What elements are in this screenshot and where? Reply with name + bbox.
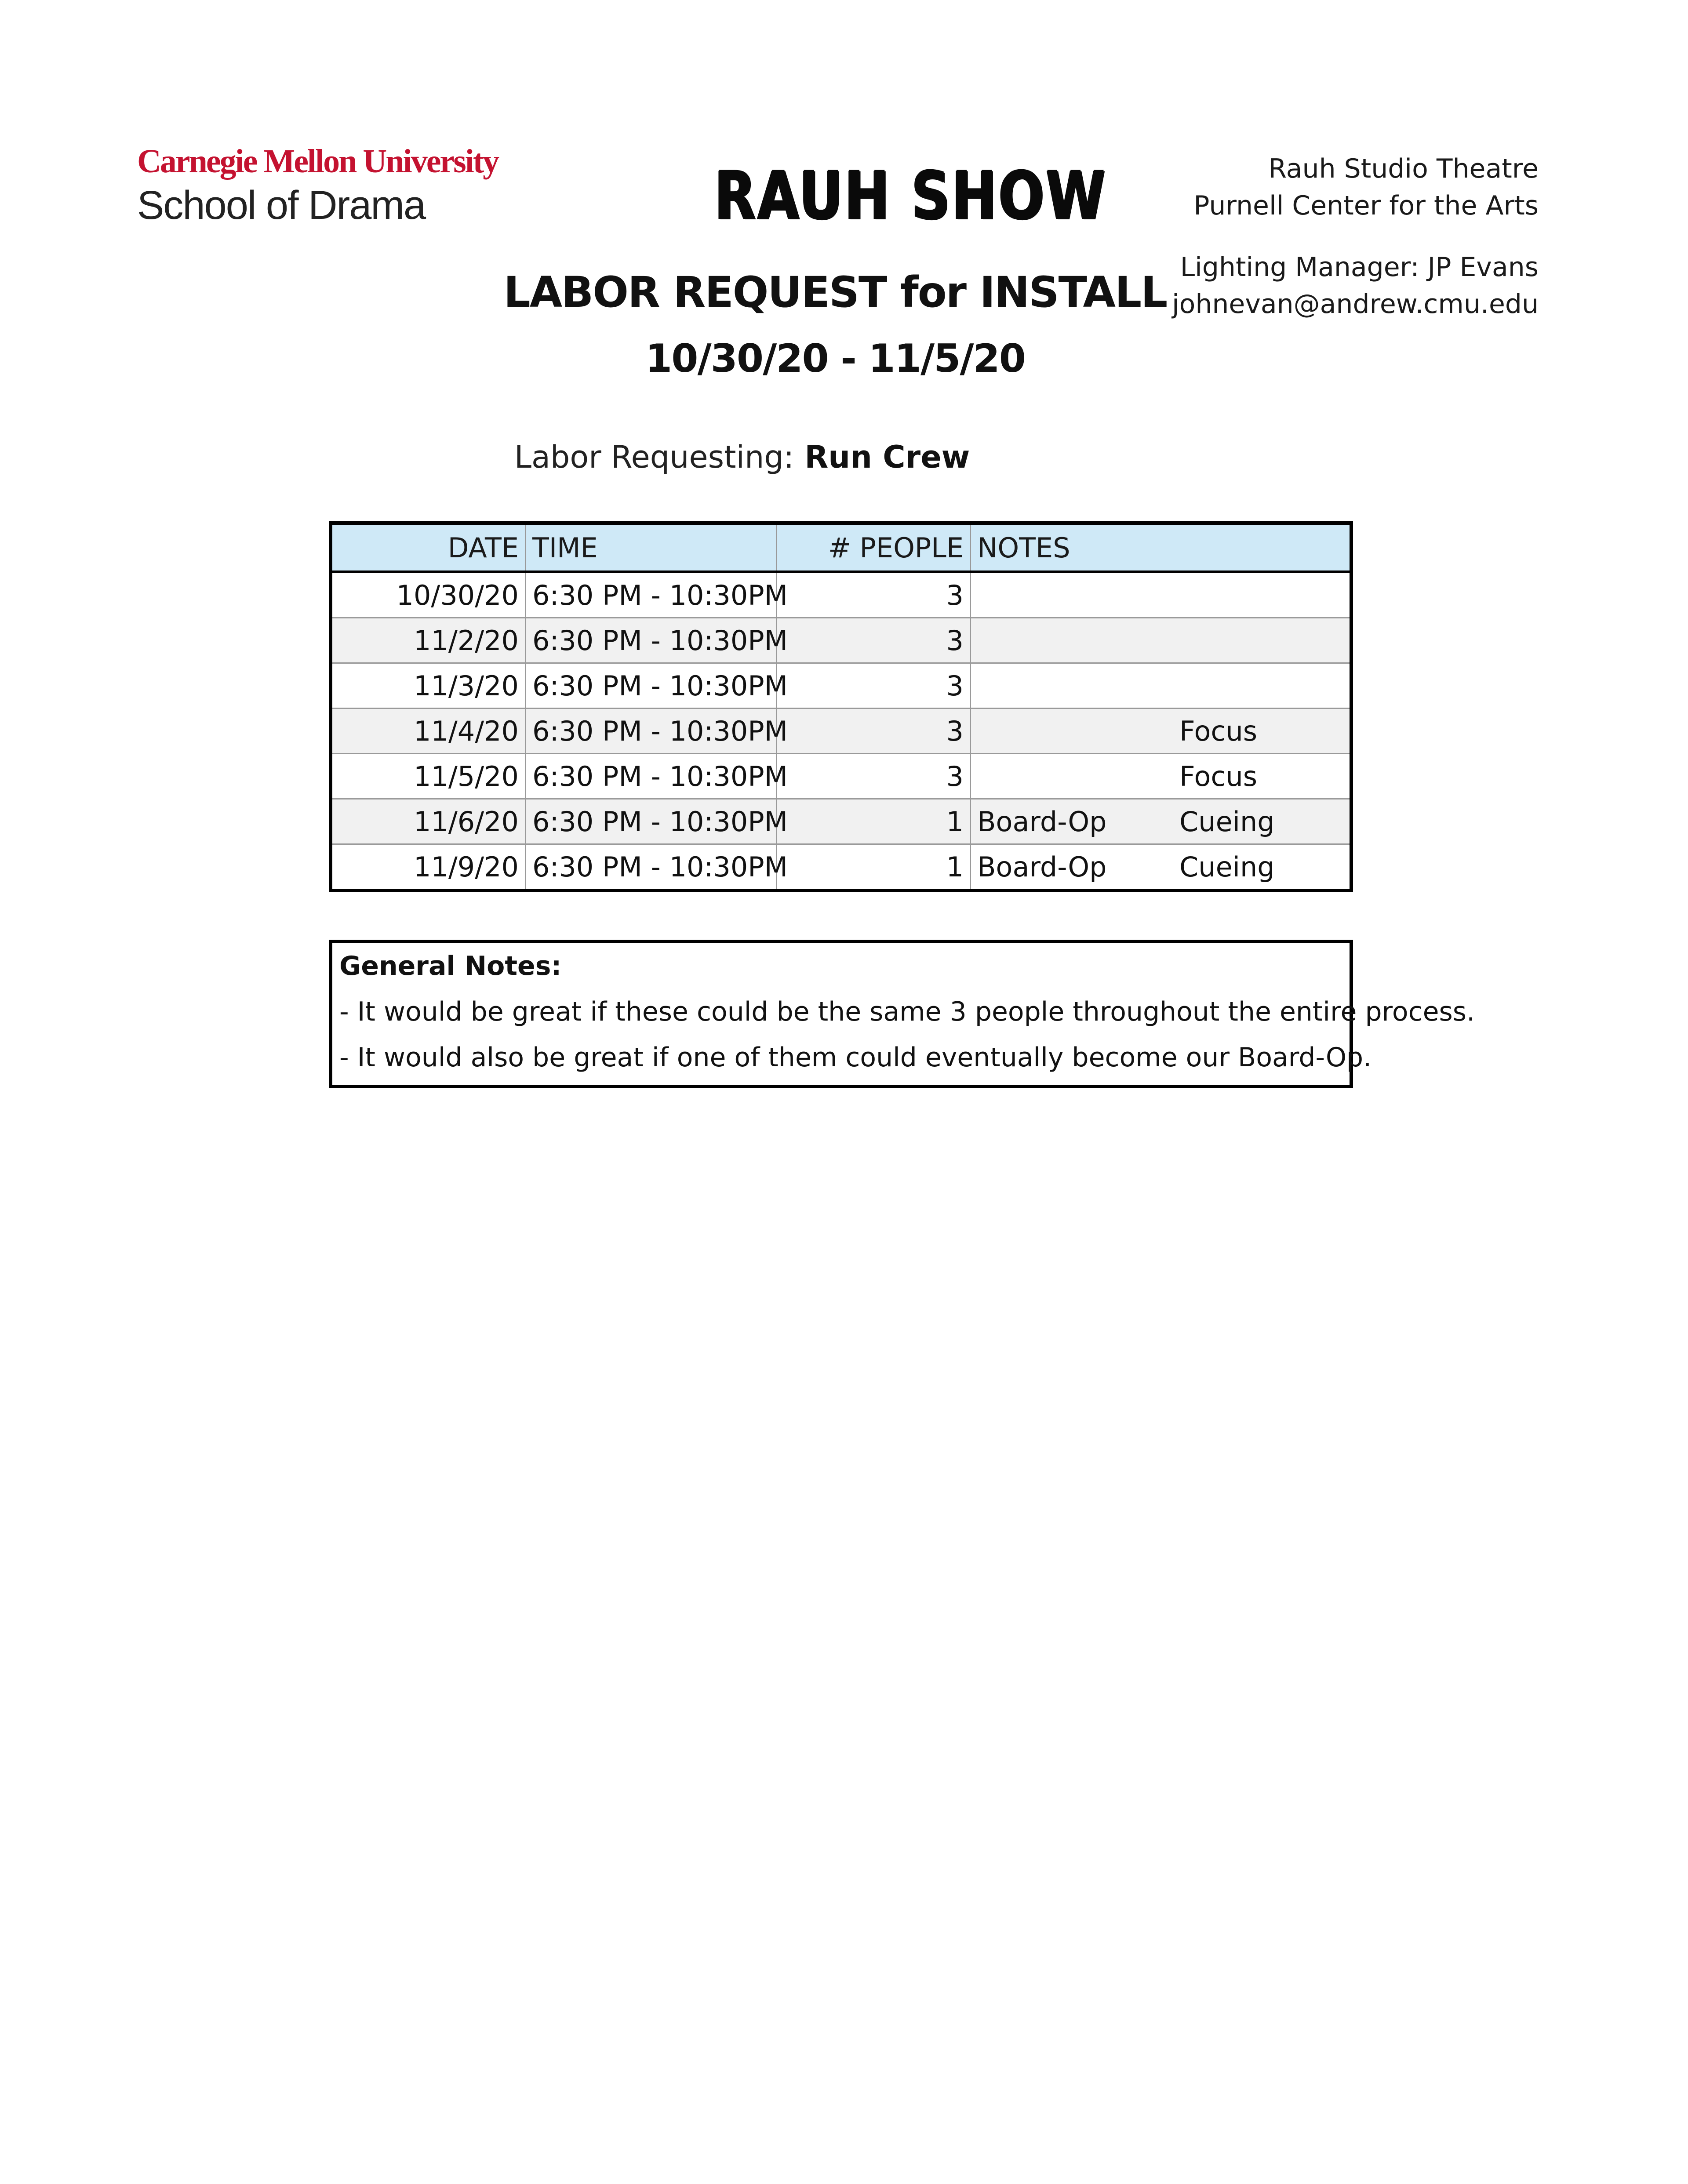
show-title: RAUH SHOW <box>714 157 1107 234</box>
table-row <box>331 663 1351 709</box>
logo-school-name: School of Drama <box>137 183 426 228</box>
general-note-line: - It would also be great if one of them could eventually become our Board-Op. <box>339 1042 1372 1073</box>
cell-time: 6:30 PM - 10:30PM <box>526 709 777 754</box>
cell-people: 3 <box>777 618 971 663</box>
lighting-manager: Lighting Manager: JP Evans <box>1180 252 1539 283</box>
logo-university-name: Carnegie Mellon University <box>137 143 498 180</box>
labor-requesting <box>514 435 970 479</box>
note-task: Focus <box>1179 715 1258 747</box>
column-header-notes: NOTES <box>971 523 1352 572</box>
page-title: LABOR REQUEST for INSTALL <box>503 268 1167 317</box>
cell-time: 6:30 PM - 10:30PM <box>526 572 777 618</box>
cell-time: 6:30 PM - 10:30PM <box>526 754 777 799</box>
labor-requesting-value: Run Crew <box>804 439 970 475</box>
cell-time: 6:30 PM - 10:30PM <box>526 799 777 844</box>
cell-notes <box>971 618 1352 663</box>
venue-contact-block <box>1143 150 1539 323</box>
cell-date: 11/3/20 <box>331 663 526 709</box>
table-row <box>331 572 1351 618</box>
labor-requesting-label: Labor Requesting: <box>514 439 794 475</box>
cell-people: 1 <box>777 844 971 891</box>
column-header-date: DATE <box>331 523 526 572</box>
general-notes-box <box>329 940 1475 1088</box>
cell-date: 11/5/20 <box>331 754 526 799</box>
cell-people: 3 <box>777 709 971 754</box>
note-task: Focus <box>1179 760 1258 792</box>
venue-building: Purnell Center for the Arts <box>1193 190 1539 221</box>
table-row <box>331 709 1351 754</box>
cell-people: 3 <box>777 754 971 799</box>
note-role: Board-Op <box>977 805 1107 838</box>
date-range: 10/30/20 - 11/5/20 <box>645 336 1025 381</box>
note-role <box>977 715 1179 747</box>
cell-notes <box>971 844 1352 891</box>
cell-people: 1 <box>777 799 971 844</box>
cell-date: 11/2/20 <box>331 618 526 663</box>
column-header-time: TIME <box>526 523 777 572</box>
cell-time: 6:30 PM - 10:30PM <box>526 844 777 891</box>
venue-name: Rauh Studio Theatre <box>1268 153 1539 184</box>
table-row <box>331 844 1351 891</box>
table-row <box>331 618 1351 663</box>
cell-notes <box>971 799 1352 844</box>
cell-notes <box>971 709 1352 754</box>
cell-people: 3 <box>777 663 971 709</box>
cell-date: 10/30/20 <box>331 572 526 618</box>
general-notes-heading: General Notes: <box>339 951 562 981</box>
manager-email: johnevan@andrew.cmu.edu <box>1172 289 1539 320</box>
cell-date: 11/9/20 <box>331 844 526 891</box>
cell-notes <box>971 663 1352 709</box>
labor-table <box>329 521 1353 892</box>
table-row <box>331 799 1351 844</box>
column-header-people: # PEOPLE <box>777 523 971 572</box>
cell-notes <box>971 754 1352 799</box>
cmu-drama-logo <box>137 142 533 229</box>
cell-date: 11/4/20 <box>331 709 526 754</box>
cell-time: 6:30 PM - 10:30PM <box>526 618 777 663</box>
general-note-line: - It would be great if these could be the same 3 people throughout the entire process. <box>339 996 1475 1027</box>
cell-people: 3 <box>777 572 971 618</box>
cell-date: 11/6/20 <box>331 799 526 844</box>
note-task: Cueing <box>1179 805 1275 838</box>
cell-notes <box>971 572 1352 618</box>
table-header-row <box>331 523 1351 572</box>
note-role: Board-Op <box>977 850 1107 883</box>
note-task: Cueing <box>1179 850 1275 883</box>
cell-time: 6:30 PM - 10:30PM <box>526 663 777 709</box>
table-row <box>331 754 1351 799</box>
note-role <box>977 760 1179 792</box>
